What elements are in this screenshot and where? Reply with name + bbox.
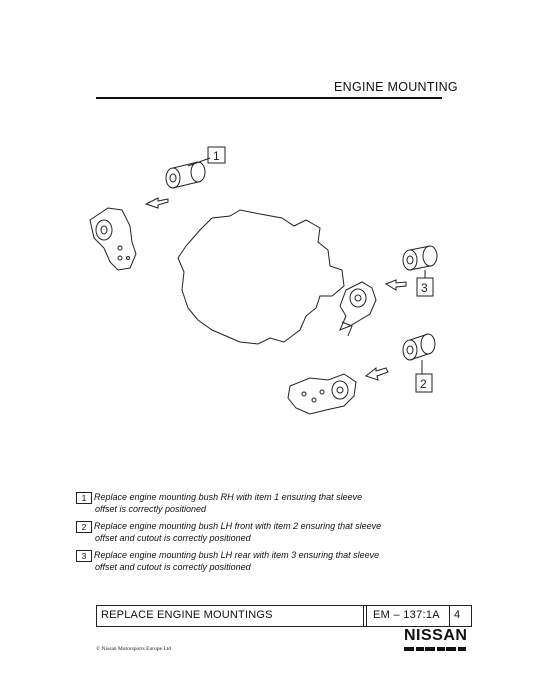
instruction-text: Replace engine mounting bush LH rear with item 3 ensuring that sleeve bbox=[94, 550, 380, 560]
brand-logo: NISSAN bbox=[404, 627, 468, 644]
footer-divider bbox=[366, 606, 367, 626]
instruction-item bbox=[76, 521, 456, 544]
mount-bracket-rh-icon bbox=[90, 208, 136, 270]
bush-2-icon bbox=[403, 334, 435, 360]
arrow-icon bbox=[146, 198, 168, 208]
instruction-number: 2 bbox=[76, 521, 92, 533]
footer-code: EM – 137:1A bbox=[373, 609, 440, 621]
instruction-text-cont: offset is correctly positioned bbox=[95, 504, 207, 514]
footer-title: REPLACE ENGINE MOUNTINGS bbox=[101, 609, 273, 621]
header-rule bbox=[96, 97, 442, 99]
instruction-text: Replace engine mounting bush RH with item 1 ensuring that sleeve bbox=[94, 492, 363, 502]
arrow-icon bbox=[366, 368, 388, 380]
copyright-text: © Nissan Motorsports Europe Ltd bbox=[96, 646, 172, 652]
instruction-number: 1 bbox=[76, 492, 92, 504]
mount-bracket-lh-rear-icon bbox=[340, 282, 376, 336]
instruction-number: 3 bbox=[76, 550, 92, 562]
page-title: ENGINE MOUNTING bbox=[334, 80, 458, 94]
arrow-icon bbox=[386, 280, 406, 290]
brand-bar bbox=[404, 647, 466, 651]
bush-3-icon bbox=[403, 246, 437, 270]
callout-1-label: 1 bbox=[213, 149, 220, 163]
bush-1-icon bbox=[166, 162, 205, 188]
footer-divider bbox=[449, 606, 450, 626]
engine-mounting-diagram bbox=[70, 130, 480, 440]
page-number: 4 bbox=[454, 609, 461, 621]
mount-bracket-lh-front-icon bbox=[288, 374, 356, 414]
footer-divider bbox=[363, 606, 364, 626]
instruction-text: Replace engine mounting bush LH front with item 2 ensuring that sleeve bbox=[94, 521, 382, 531]
instruction-item bbox=[76, 550, 456, 573]
callout-3-label: 3 bbox=[421, 281, 428, 295]
instruction-text-cont: offset and cutout is correctly positioned bbox=[95, 533, 251, 543]
footer-title-block bbox=[96, 605, 472, 627]
engine-outline-icon bbox=[178, 210, 344, 344]
instruction-text-cont: offset and cutout is correctly positioned bbox=[95, 562, 251, 572]
instruction-item bbox=[76, 492, 456, 515]
callout-2-label: 2 bbox=[420, 377, 427, 391]
instructions-list bbox=[76, 492, 456, 579]
